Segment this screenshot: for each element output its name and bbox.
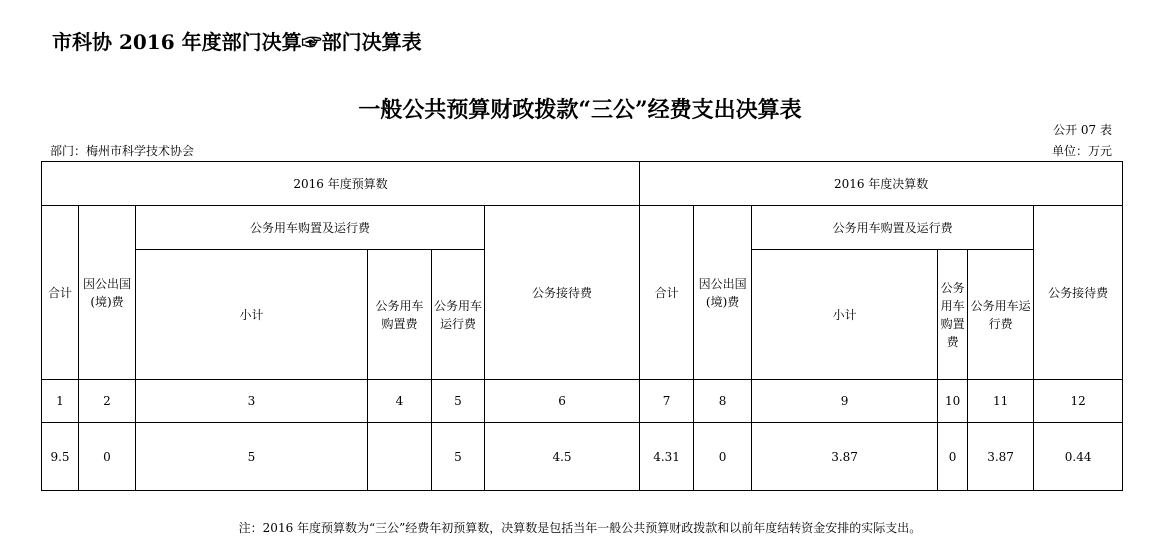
footer-note: 注：2016 年度预算数为“三公”经费年初预算数，决算数是包括当年一般公共预算财政拨款和以前年度结转资金安排的实际支出。 <box>238 521 922 535</box>
index-row <box>42 380 1123 423</box>
actual-car-group-header: 公务用车购置及运行费 <box>752 206 1034 250</box>
budget-car-purchase-header: 公务用车购置费 <box>368 250 432 380</box>
actual-reception-header: 公务接待费 <box>1034 206 1123 380</box>
index-cell: 6 <box>485 380 640 423</box>
actual-car-operation-header: 公务用车运行费 <box>968 250 1034 380</box>
index-cell: 9 <box>752 380 938 423</box>
document-title: 一般公共预算财政拨款“三公”经费支出决算表 <box>358 97 802 123</box>
actual-travel-value: 0 <box>694 423 752 491</box>
budget-subtotal-header: 小计 <box>136 250 368 380</box>
index-cell: 3 <box>136 380 368 423</box>
actual-group-header: 2016 年度决算数 <box>640 162 1123 206</box>
budget-reception-header: 公务接待费 <box>485 206 640 380</box>
actual-total-header: 合计 <box>640 206 694 380</box>
form-number: 公开 07 表 <box>1053 123 1112 137</box>
budget-car-group-header: 公务用车购置及运行费 <box>136 206 485 250</box>
page-header: 市科协 2016 年度部门决算☞部门决算表 <box>52 30 422 54</box>
budget-car-purchase-value <box>368 423 432 491</box>
index-cell: 12 <box>1034 380 1123 423</box>
actual-travel-header: 因公出国(境)费 <box>694 206 752 380</box>
budget-total-header: 合计 <box>42 206 79 380</box>
budget-car-operation-header: 公务用车运行费 <box>432 250 485 380</box>
budget-reception-value: 4.5 <box>485 423 640 491</box>
budget-total-value: 9.5 <box>42 423 79 491</box>
budget-car-operation-value: 5 <box>432 423 485 491</box>
actual-car-operation-value: 3.87 <box>968 423 1034 491</box>
index-cell: 11 <box>968 380 1034 423</box>
budget-group-header: 2016 年度预算数 <box>42 162 640 206</box>
actual-car-purchase-header: 公务用车购置费 <box>938 250 968 380</box>
actual-reception-value: 0.44 <box>1034 423 1123 491</box>
three-expenses-table <box>41 161 1123 491</box>
index-cell: 10 <box>938 380 968 423</box>
budget-travel-header: 因公出国(境)费 <box>79 206 136 380</box>
index-cell: 7 <box>640 380 694 423</box>
actual-total-value: 4.31 <box>640 423 694 491</box>
budget-travel-value: 0 <box>79 423 136 491</box>
unit-label: 单位：万元 <box>1051 144 1112 158</box>
index-cell: 4 <box>368 380 432 423</box>
actual-car-purchase-value: 0 <box>938 423 968 491</box>
index-cell: 2 <box>79 380 136 423</box>
value-row <box>42 423 1123 491</box>
index-cell: 5 <box>432 380 485 423</box>
department-label: 部门：梅州市科学技术协会 <box>50 144 195 158</box>
actual-subtotal-header: 小计 <box>752 250 938 380</box>
index-cell: 1 <box>42 380 79 423</box>
index-cell: 8 <box>694 380 752 423</box>
actual-subtotal-value: 3.87 <box>752 423 938 491</box>
budget-subtotal-value: 5 <box>136 423 368 491</box>
